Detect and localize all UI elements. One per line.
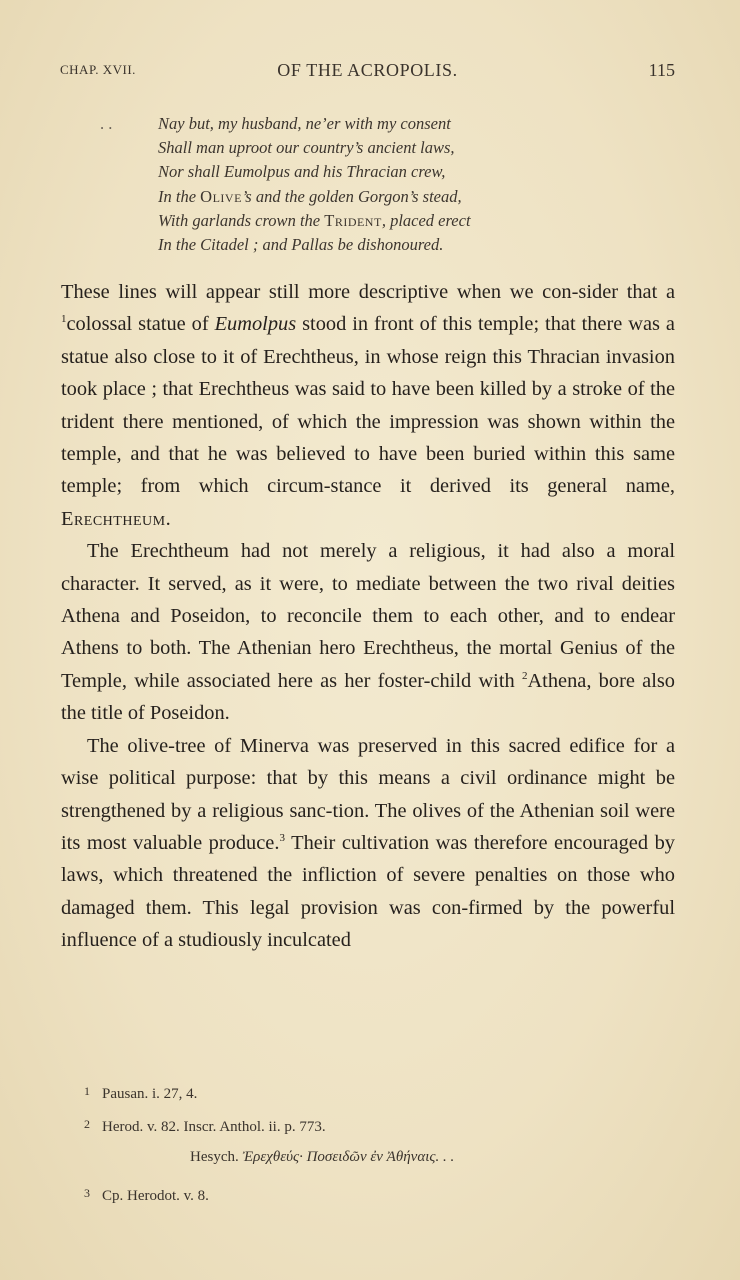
verse-line: Shall man uproot our country’s ancient laws,: [158, 138, 455, 158]
verse-fragment: , placed erect: [381, 210, 471, 230]
text-run: .: [165, 507, 171, 530]
greek-quotation: Ἐρεχθεύς· Ποσειδῶν ἐν Ἀθήναις. . .: [242, 1149, 455, 1165]
verse-line: Nor shall Eumolpus and his Thracian crew,: [158, 162, 446, 182]
footnotes: [84, 1080, 644, 1215]
running-header: [60, 60, 675, 86]
page-number: 115: [648, 60, 675, 80]
footnote-ref: 2: [521, 669, 528, 682]
chapter-label: CHAP. XVII.: [60, 62, 136, 77]
footnote-number: 3: [84, 1186, 90, 1200]
footnote-ref: 1: [61, 313, 67, 326]
text-run: The olive-tree of Minerva was preserved in this sacred edifice for a wise political purpose: that by this means a civil ordinance might be strengthened by a religious sanc-tion. The olives of the Athenian soil were its most valuable produce.: [61, 734, 675, 854]
footnote-text: Herod. v. 82. Inscr. Anthol. ii. p. 773.: [102, 1119, 326, 1135]
text-run: These lines will appear still more descriptive when we con-sider that a: [61, 281, 675, 303]
footnote-text: Pausan. i. 27, 4.: [102, 1086, 198, 1102]
text-run: colossal statue of: [66, 313, 215, 336]
footnote-2-continuation: [190, 1146, 644, 1168]
footnote-number: 1: [84, 1084, 90, 1098]
paragraph: [61, 276, 675, 535]
body-text: [61, 276, 675, 957]
verse-fragment: In the: [158, 186, 201, 206]
small-caps-word: Trident: [324, 210, 382, 230]
running-title: OF THE ACROPOLIS.: [277, 60, 458, 80]
text-run: The Erechtheum had not merely a religious, it had also a moral character. It served, as it were, to mediate between the two rival deities Athena and Poseidon, to reconcile them to each other, and to endear Athens to both. The Athenian hero Erechtheus, the mortal Genius of the Temple, while associated here as her foster-child with: [61, 540, 675, 692]
verse-fragment: ’s and the golden Gorgon’s stead,: [241, 186, 462, 206]
text-run: stood in front of this temple; that there was a statue also close to it of Erechtheus, in whose reign this Thracian invasion took place ; that Erechtheus was said to have been killed by a stroke of the trident there mentioned, of which the impression was shown within the temple, and that he was believed to have been buried within this same temple; from which circum-stance it derived its general name,: [61, 313, 675, 498]
small-caps-word: Erechtheum: [61, 507, 166, 530]
italic-name: Eumolpus: [214, 313, 297, 336]
footnote-1: [84, 1080, 644, 1105]
text-run: Athena, bore also the title of Poseidon.: [61, 669, 675, 725]
verse-line: Nay but, my husband, ne’er with my consent: [158, 114, 451, 133]
footnote-2: [84, 1113, 644, 1138]
footnote-number: 2: [84, 1117, 90, 1131]
footnote-text: Hesych.: [190, 1149, 243, 1165]
verse-quotation: [100, 112, 580, 257]
verse-line: [158, 185, 580, 209]
footnote-3: [84, 1182, 644, 1207]
ellipsis-lead: . .: [100, 114, 113, 133]
verse-line: In the Citadel ; and Pallas be dishonoured.: [158, 235, 444, 255]
footnote-ref: 3: [279, 831, 285, 844]
paragraph: [61, 730, 675, 957]
paragraph: [61, 535, 675, 729]
verse-fragment: With garlands crown the: [158, 210, 325, 230]
small-caps-word: Olive: [200, 186, 242, 206]
text-run: Their cultivation was therefore encouraged by laws, which threatened the infliction of severe penalties on those who damaged them. This legal provision was con-firmed by the powerful influence of a studiously inculcated: [61, 831, 675, 952]
footnote-text: Cp. Herodot. v. 8.: [102, 1188, 209, 1204]
verse-line: [158, 209, 580, 233]
